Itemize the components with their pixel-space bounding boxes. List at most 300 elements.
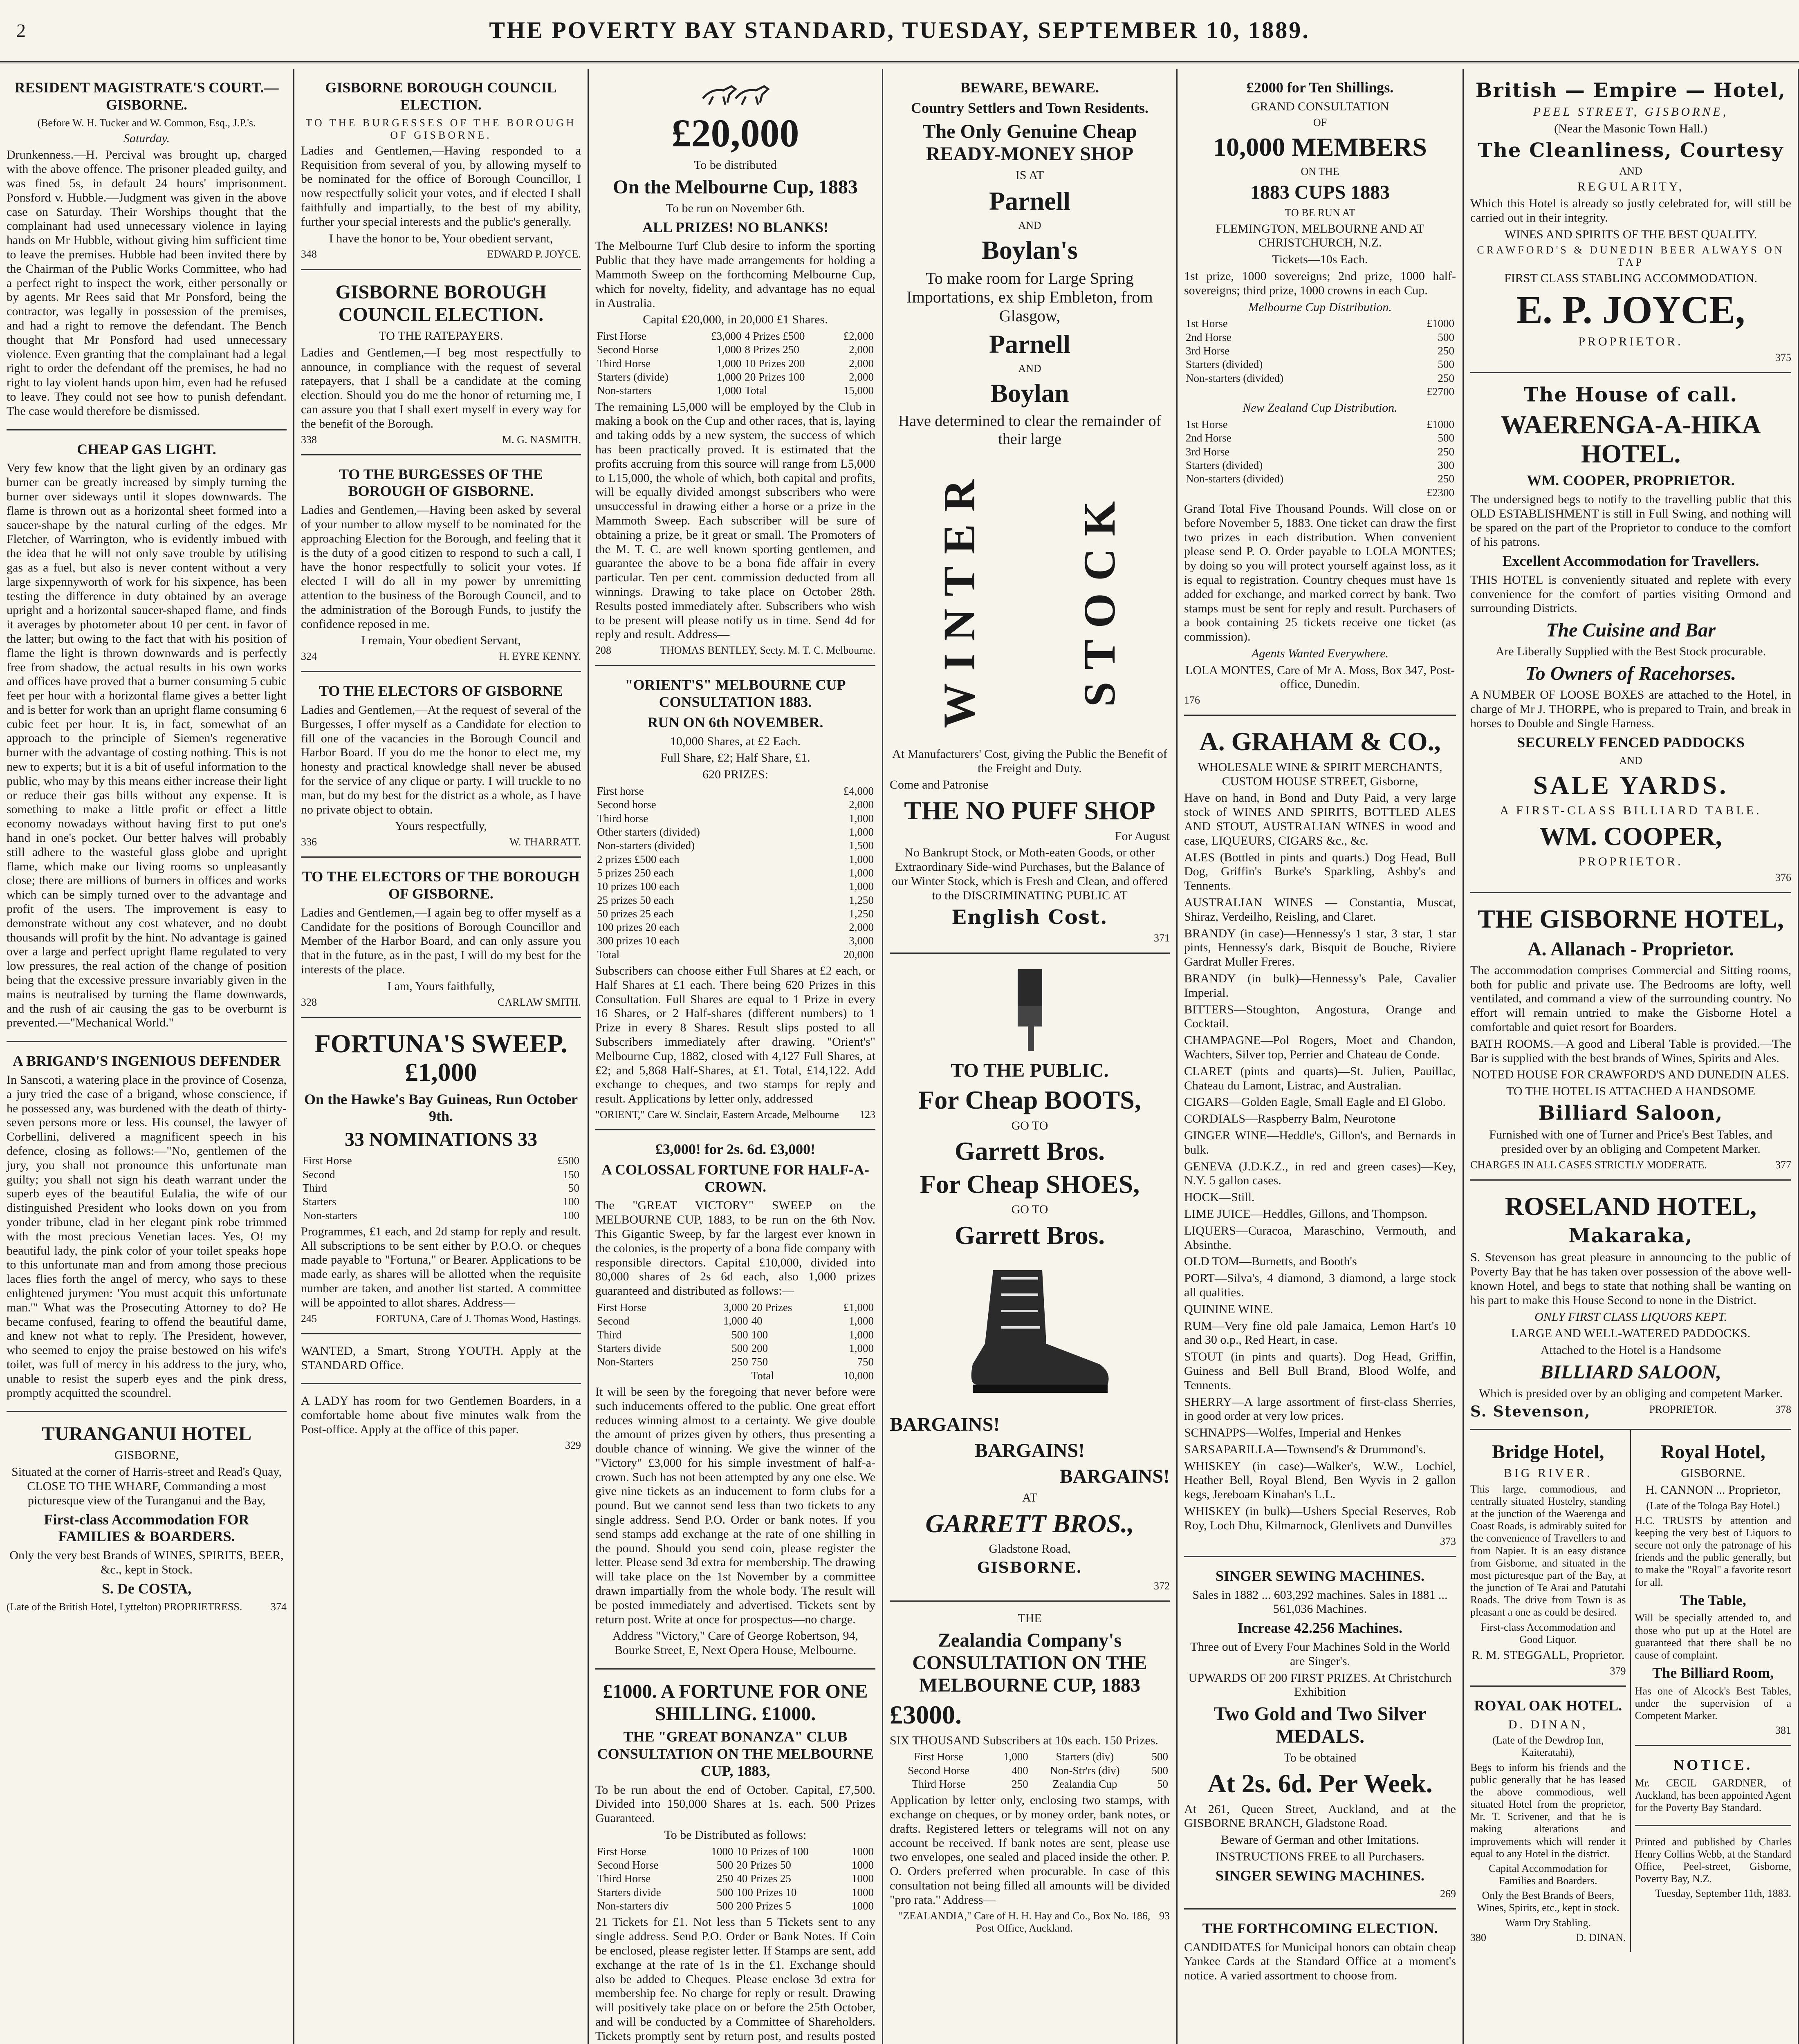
bottom-right [1631, 1430, 1792, 1952]
orient-body: Subscribers can choose either Full Shares at £2 each, or Half Shares at £1 each. There being 620 Prizes in this Consultation. Full Shares are equal to 1 Prize in every 16 Shares, or 2 Half-shares (different numbers) to 1 Prize in every 8 Shares. Result slips posted to all Subscribers immediately after drawing. "Orient's" Melbourne Cup, 1882, closed with 4,127 Full Shares, at £2; and 5,868 Half-Shares, at £1. Total, £14,122. Add exchange to cheques, and two stamps for reply and result. Applications by letter only, addressed [595, 964, 875, 1106]
list-item: CORDIALS—Raspberry Balm, Neurotone [1184, 1112, 1396, 1126]
table-row: 3rd Horse 250 [1186, 445, 1454, 458]
british-and: AND [1619, 165, 1642, 177]
ad-number: 371 [1154, 932, 1170, 944]
victory-prize-table [595, 1301, 875, 1383]
gas-body: Very few know that the light given by an ordinary gas burner can be greatly increased by simply turning the burner over sideways until it slopes downwards. The flame is thrown out as a horizontal sheet formed into a saucer-shape by the natural curling of the edges. Mr Fletcher, of Warrington, who is evidently imbued with the idea that he will not only save trouble by utilising gas as a fuel, but also is never content without a very large sixpennyworth of work for his sixpence, has been testing the difference in duty obtained by an average upright and a horizontal saucer-shaped flame, and finds it averages by photometer about 10 per cent. in favor of the latter; but owing to the fact that with his position of flame the light is thrown downwards and is perfectly free from shadow, the actual results in his own works and offices have proved that a burner consuming 5 cubic feet per hour with a horizontal flame gives a better light and is better for work than an upright flame consuming 6 cubic feet per hour. It is, in fact, somewhat of an approach to the principle of Siemen's regenerative burner with the advantage of costing nothing. This is not new to experts; but it is a bit of useful information to the public, who may by this means either increase their light or reduce their gas bills without any expense. It is something to make a little profit or effect a little economy nowadays without having first to put one's hand in one's pocket. Our better halves will probably still adhere to the wasteful glass globe and upright flame, which make our living rooms so unpleasantly close; there are millions of burners in offices and works which can be simply turned over to the advantage and profit of the users. The improvement is easy to demonstrate without any cost whatever, and no doubt thousands will profit by the hint. No advantage is gained over a large and perfect upright flame regulated to very low pressures, the real action of the change of position being that the excessive pressure invariably given in the mains is neutralised by turning the flame downwards, and the rush of air causing the gas to be overburnt is prevented.—"Mechanical World." [7, 461, 287, 1030]
boylans-1: Boylan's [982, 235, 1078, 265]
notice-ad [1635, 1746, 1792, 1826]
garrett-bros-2: Garrett Bros. [954, 1220, 1105, 1250]
table-row: Second horse 2,000 [597, 798, 874, 811]
bonanza-prize-table [595, 1845, 875, 1913]
singer-obtained: To be obtained [1283, 1751, 1357, 1765]
imprint-text: Printed and published by Charles Henry Collins Webb, at the Standard Office, Peel-street, Gisborne, Poverty Bay, N.Z. [1635, 1836, 1791, 1885]
table-row: 100 prizes 20 each 2,000 [597, 921, 874, 934]
waerenga-sale: SALE YARDS. [1533, 770, 1729, 800]
singer-medals: Two Gold and Two Silver MEDALS. [1214, 1703, 1427, 1748]
parnell-1: Parnell [989, 186, 1071, 215]
royal-oak-prop: D. DINAN, [1508, 1717, 1588, 1731]
victory-body-2: It will be seen by the foregoing that never before were such inducements offered to the public. One great effort reduces winning almost to a certainty. We give double the amount of prizes given by others, thus presenting a double chance of winning. We give the winner of the "Victory" £3,000 for his simple investment of half-a-crown. Such has not been attempted by any one else. We give nine tickets as an inducement to form clubs for a pound. But we cannot send less than two tickets to any single address. Send P.O. Order or bank notes. If you send stamps add exchange at the rate of one shilling in the pound. Should you send coin, please register the letter. Please send 3d extra for membership. The drawing will take place on the 1st November by a committee drawn impartially from the whole body. The result will be posted immediately and advertised. Tickets sent by return post. Write at once for prospectus—no charge. [595, 1385, 875, 1626]
zealandia-heading: Zealandia Company's CONSULTATION ON THE MELBOURNE CUP, 1883 [912, 1629, 1147, 1696]
list-item: CIGARS—Golden Eagle, Small Eagle and El Globo. [1184, 1095, 1446, 1109]
victory-address: Address "Victory," Care of George Robertson, 94, Bourke Street, E, Next Opera House, Melbourne. [612, 1629, 858, 1657]
roseland-prop: S. Stevenson, [1470, 1403, 1591, 1421]
lady-boarders-ad [301, 1384, 581, 1460]
waerenga-boxes: A NUMBER OF LOOSE BOXES are attached to the Hotel, in charge of Mr J. THORPE, who is prepared to Train, and break in horses to Double and Single Harness. [1470, 688, 1791, 730]
go-to-2: GO TO [1011, 1203, 1048, 1217]
winter-word: WINTER [934, 467, 985, 728]
consult-run: TO BE RUN AT [1285, 207, 1355, 219]
table-row: First Horse 1000 10 Prizes of 100 1000 [597, 1845, 874, 1858]
boot-icon [944, 1262, 1116, 1401]
list-item: LIQUERS—Curacoa, Maraschino, Vermouth, and Absinthe. [1184, 1224, 1456, 1252]
cup-address: THOMAS BENTLEY, Secty. M. T. C. Melbourne. [660, 644, 875, 657]
consult-cups: 1883 CUPS 1883 [1250, 182, 1390, 204]
tharratt-election-ad [301, 672, 581, 858]
zealandia-address: "ZEALANDIA," Care of H. H. Hay and Co., Box No. 186, Post Office, Auckland. [898, 1910, 1151, 1934]
tharratt-close: Yours respectfully, [395, 819, 487, 833]
column-5 [1178, 69, 1464, 2044]
ad-number: 374 [271, 1600, 287, 1613]
ad-number: 123 [859, 1109, 875, 1121]
joyce-to: TO THE BURGESSES OF THE BOROUGH OF GISBORNE. [305, 117, 576, 141]
table-row: Starters (divide) 1,000 20 Prizes 100 2,000 [597, 371, 874, 383]
notice-body: Mr. CECIL GARDNER, of Auckland, has been appointed Agent for the Poverty Bay Standard. [1635, 1777, 1791, 1814]
nasmith-to: TO THE RATEPAYERS. [379, 329, 503, 343]
ad-number: 376 [1775, 872, 1791, 884]
roseland-proprietor: PROPRIETOR. [1649, 1403, 1717, 1416]
kenny-body: Ladies and Gentlemen,—Having been asked by several of your number to allow myself to be nominated for the approaching Election for the Borough, and feeling that it is the duty of a good citizen to respond to such a call, I have the honor respectfully to solicit your votes. If elected I will do all in my power by unremitting attention to the business of the Borough Council, and to the administration of the Borough Funds, to justify the confidence reposed in me. [301, 503, 581, 631]
joyce-body: Ladies and Gentlemen,—Having responded to a Requisition from several of you, by allowing myself to be nominated for the office of Borough Councillor, I now respectfully solicit your votes, and if elected I shall faithfully and impartially, to the best of my ability, further your special interests and the public's generally. [301, 143, 581, 229]
bridge-heading: Bridge Hotel, [1492, 1441, 1604, 1463]
ad-number: 378 [1775, 1403, 1791, 1416]
roseland-paddocks: LARGE AND WELL-WATERED PADDOCKS. [1511, 1327, 1750, 1340]
imprint [1635, 1826, 1792, 1911]
column-6 [1464, 69, 1799, 2044]
royal-oak-ad [1470, 1687, 1626, 1952]
melbourne-dist-table [1184, 317, 1456, 399]
consult-on: ON THE [1301, 166, 1339, 178]
list-item: RUM—Very fine old pale Jamaica, Lemon Hart's 10 and 30 o.p., Red Heart, in case. [1184, 1319, 1456, 1347]
roseland-billiard: BILLIARD SALOON, [1540, 1361, 1721, 1383]
election-heading: THE FORTHCOMING ELECTION. [1202, 1920, 1438, 1936]
lola-montes-ad [1184, 69, 1456, 716]
zealandia-amount: £3000. [890, 1700, 962, 1730]
list-item: GINGER WINE—Heddle's, Gillon's, and Bernards in bulk. [1184, 1128, 1456, 1156]
column-2 [294, 69, 589, 2044]
zealandia-ad [890, 1602, 1170, 1943]
british-proprietor: PROPRIETOR. [1578, 335, 1683, 349]
only-genuine: The Only Genuine Cheap READY-MONEY SHOP [922, 120, 1137, 165]
great-victory-ad [595, 1130, 875, 1670]
gisborne-hotel-body: The accommodation comprises Commercial and Sitting rooms, both for public and private use. The Bedrooms are lofty, well ventilated, and command a view of the surrounding country. No effort will remain untried to make the Gisborne Hotel a comfortable and quiet resort for Boarders. [1470, 963, 1791, 1034]
cup-prize-table [595, 329, 875, 398]
table-row: Starters divide 500 100 Prizes 10 1000 [597, 1886, 874, 1898]
list-item: WHISKEY (in case)—Walker's, W.W., Lochiel, Heather Bell, Royal Blend, Ben Wyvis in 2 gallon kegs, Jereboam Kinahan's L.L. [1184, 1459, 1456, 1502]
winter-stock-banner [890, 450, 1170, 745]
court-body: Drunkenness.—H. Percival was brought up, charged with the above offence. The prisoner pleaded guilty, and was fined 5s, in default 24 hours' imprisonment. Ponsford v. Hubble.—Judgment was given in the above case on Saturday. Their Worships thought that the complainant had used unnecessary violence in laying hands on Mr Hubble, without giving him sufficient time to leave the premises. Hubble had been invited there by the Chairman of the Public Works Committee, who had a perfect right to inspect the work, either personally or by agents. Mr Rees said that Mr Ponsford, being the contractor, was legally in possession of the premises, and had a right to remove the defendant. The Bench thought that Mr Ponsford had used unnecessary violence. Even granting that the complainant had a legal right to order the defendant off the premises, he had no right to lay violent hands upon him, even had he refused to leave. They could not see how to punish defendant. The case would therefore be dismissed. [7, 148, 287, 418]
singer-heading-2: SINGER SEWING MACHINES. [1215, 1867, 1425, 1884]
pointing-hand-icon [1005, 965, 1054, 1055]
roseland-body: S. Stevenson has great pleasure in announcing to the public of Poverty Bay that he has taken over possession of the above well-known Hotel, and begs to state that nothing shall be wanting on his part to make this House Second to none in the District. [1470, 1251, 1791, 1307]
lola-address: LOLA MONTES, Care of Mr A. Moss, Box 347, Post-office, Dunedin. [1185, 663, 1455, 691]
british-which: Which this Hotel is already so justly celebrated for, will still be carried out in their integrity. [1470, 196, 1791, 224]
royal-late: (Late of the Tologa Bay Hotel.) [1646, 1499, 1780, 1512]
gas-article [7, 430, 287, 1042]
turanganui-late: (Late of the British Hotel, Lyttelton) PROPRIETRESS. [7, 1600, 242, 1613]
singer-sales: Sales in 1882 ... 603,292 machines. Sales in 1881 ... 561,036 Machines. [1192, 1588, 1448, 1616]
list-item: ALES (Bottled in pints and quarts.) Dog Head, Bull Dog, Griffin's Burke's Sparkling, Ashby's and Tennents. [1184, 850, 1456, 893]
tharratt-heading: TO THE ELECTORS OF GISBORNE [319, 683, 563, 699]
lady-body: A LADY has room for two Gentlemen Boarders, in a comfortable home about five minutes walk from the Post-office. Apply at the office of this paper. [301, 1394, 581, 1436]
table-row: Starters 100 [303, 1195, 579, 1208]
ad-number: 328 [301, 996, 317, 1008]
waerenga-excellent: Excellent Accommodation for Travellers. [1502, 553, 1759, 569]
smith-heading: TO THE ELECTORS OF THE BOROUGH OF GISBORNE. [302, 868, 580, 902]
pb-body: To make room for Large Spring Importations, ex ship Embleton, from Glasgow, [906, 269, 1153, 325]
table-row: 2nd Horse 500 [1186, 331, 1454, 343]
to-the-public: TO THE PUBLIC. [951, 1059, 1109, 1081]
forthcoming-election-ad [1184, 1910, 1456, 1994]
table-row: 10 prizes 100 each 1,000 [597, 880, 874, 893]
ad-number: 372 [1154, 1580, 1170, 1592]
royal-oak-cap: Capital Accommodation for Families and Boarders. [1489, 1862, 1608, 1887]
bargains-3: BARGAINS! [1059, 1465, 1170, 1487]
nasmith-signature: M. G. NASMITH. [502, 433, 581, 446]
list-item: STOUT (in pints and quarts). Dog Head, Griffin, Guiness and Bell Bull Brand, Blood Wolfe, and Tennents. [1184, 1350, 1456, 1392]
singer-prizes: UPWARDS OF 200 FIRST PRIZES. At Christchurch Exhibition [1188, 1671, 1452, 1699]
zealandia-prize-table [890, 1750, 1170, 1791]
turanganui-wines: Only the very best Brands of WINES, SPIRITS, BEER, &c., kept in Stock. [9, 1549, 284, 1576]
royal-heading: Royal Hotel, [1660, 1441, 1765, 1463]
singer-instructions: INSTRUCTIONS FREE to all Purchasers. [1216, 1850, 1424, 1864]
ad-number: 379 [1610, 1665, 1626, 1677]
table-row: First Horse £500 [303, 1154, 579, 1167]
british-stable: FIRST CLASS STABLING ACCOMMODATION. [1504, 271, 1757, 285]
gisborne-hotel-noted: NOTED HOUSE FOR CRAWFORD'S AND DUNEDIN ALES. [1472, 1068, 1790, 1082]
waerenga-cuisine: The Cuisine and Bar [1546, 619, 1716, 641]
consult-top: £2000 for Ten Shillings. [1246, 79, 1394, 96]
graham-sub: WHOLESALE WINE & SPIRIT MERCHANTS, CUSTOM HOUSE STREET, Gisborne, [1198, 760, 1442, 788]
list-item: QUININE WINE. [1184, 1302, 1273, 1316]
british-wines: WINES AND SPIRITS OF THE BEST QUALITY. [1504, 227, 1757, 241]
page-number: 2 [16, 20, 26, 41]
gas-heading: CHEAP GAS LIGHT. [77, 441, 216, 457]
victory-body: The "GREAT VICTORY" SWEEP on the MELBOURNE CUP, 1883, to be run on the 6th Nov. This Gigantic Sweep, by far the largest ever known in the colonies, is the property of a bona fide company with responsible directors. Capital £10,000, divided into 80,000 shares of 2s 6d each, also 1,000 prizes guaranteed and distributed as follows:— [595, 1199, 875, 1298]
stock-word: STOCK [1074, 489, 1124, 707]
royal-body: H.C. TRUSTS by attention and keeping the very best of Liquors to secure not only the patronage of his friends and the public generally, but to make the "Royal" a favorite resort for all. [1635, 1514, 1791, 1588]
column-3 [589, 69, 883, 2044]
list-item: OLD TOM—Burnetts, and Booth's [1184, 1255, 1357, 1269]
racing-horses-icon [695, 76, 776, 109]
fortuna-address: FORTUNA, Care of J. Thomas Wood, Hastings. [375, 1312, 581, 1325]
turanganui-hotel-ad [7, 1412, 287, 1621]
bonanza-body: To be run about the end of October. Capital, £7,500. Divided into 150,000 Shares at 1s. each. 500 Prizes Guaranteed. [595, 1783, 875, 1825]
nasmith-heading: GISBORNE BOROUGH COUNCIL ELECTION. [335, 281, 547, 325]
table-row: Non-Starters 250 750 750 [597, 1356, 874, 1368]
ad-number: 380 [1470, 1931, 1486, 1943]
zealandia-body: Application by letter only, enclosing two stamps, with exchange on cheques, or by money order, bank notes, or drafts. Registered letters or telegrams will not on any account be received. If bank notes are sent, please use two envelopes, one sealed and placed inside the other. P. O. Orders preferred when procurable. In case of this consultation not being filled all amounts will be divided "pro rata." Address— [890, 1793, 1170, 1907]
victory-heading: A COLOSSAL FORTUNE FOR HALF-A-CROWN. [601, 1161, 869, 1195]
table-row: Non-starters (divided) 1,500 [597, 839, 874, 852]
court-day: Saturday. [123, 131, 170, 145]
table-row: 1st Horse £1000 [1186, 418, 1454, 431]
roseland-place: Makaraka, [1568, 1224, 1693, 1248]
bridge-body: This large, commodious, and centrally situated Hostelry, standing at the junction of the Waerenga and Coast Roads, is admirably suited for the convenience of Travellers to and from Napier. It is an easy distance from Gisborne, and situated in the most picturesque part of the Bay, at the junction of Te Arai and Patutahi Roads. The drive from Town is as pleasant a one as could be desired. [1470, 1483, 1626, 1618]
nz-dist-heading: New Zealand Cup Distribution. [1243, 401, 1397, 415]
gisborne-hotel-bath: BATH ROOMS.—A good and Liberal Table is provided.—The Bar is supplied with the best brands of Wines, Spirits and Ales. [1470, 1037, 1791, 1065]
cheap-boots: For Cheap BOOTS, [918, 1085, 1141, 1115]
table-row: Non-starters div 500 200 Prizes 5 1000 [597, 1900, 874, 1912]
column-4 [883, 69, 1178, 2044]
turanganui-body: Situated at the corner of Harris-street and Read's Quay, CLOSE TO THE WHARF, Commanding a most picturesque view of the Turanganui and the Bay, [11, 1465, 282, 1507]
british-empire-hotel-ad [1470, 69, 1791, 373]
smith-signature: CARLAW SMITH. [497, 996, 581, 1008]
court-before: (Before W. H. Tucker and W. Common, Esq., J.P.'s. [37, 117, 256, 129]
waerenga-prop: WM. COOPER, PROPRIETOR. [1527, 472, 1735, 489]
royal-table-body: Will be specially attended to, and those who put up at the Hotel are guaranteed that there shall be no cause of complaint. [1635, 1612, 1791, 1661]
british-street: PEEL STREET, GISBORNE, [1533, 105, 1729, 119]
royal-table: The Table, [1680, 1591, 1746, 1608]
bonanza-heading: £1000. A FORTUNE FOR ONE SHILLING. £1000. [603, 1681, 868, 1725]
table-row: Other starters (divided) 1,000 [597, 825, 874, 838]
orient-prize-table [595, 784, 875, 961]
orient-address: "ORIENT," Care W. Sinclair, Eastern Arcade, Melbourne [595, 1109, 839, 1121]
british-reg: REGULARITY, [1577, 180, 1685, 194]
british-clean: The Cleanliness, Courtesy [1478, 139, 1784, 162]
table-row: Third 50 [303, 1181, 579, 1194]
tharratt-body: Ladies and Gentlemen,—At the request of several of the Burgesses, I offer myself as a Candidate for election to fill one of the vacancies in the Borough Council and Harbor Board. If you do me the honor to elect me, my honesty and practical knowledge shall never be abused for the service of any clique or party. I will truckle to no man, but do my best for the district as a whole, as I have no private object to obtain. [301, 703, 581, 816]
turanganui-accom: First-class Accommodation FOR FAMILIES & BOARDERS. [44, 1511, 249, 1545]
bargains-1: BARGAINS! [890, 1414, 1000, 1436]
smith-close: I am, Yours faithfully, [387, 979, 495, 993]
gisborne-hotel-charges: CHARGES IN ALL CASES STRICTLY MODERATE. [1470, 1159, 1707, 1171]
royal-billiard-body: Has one of Alcock's Best Tables, under the supervision of a Competent Marker. [1635, 1685, 1791, 1722]
bridge-prop: R. M. STEGGALL, Proprietor. [1472, 1648, 1625, 1662]
joyce-signature: EDWARD P. JOYCE. [487, 248, 581, 260]
graham-co-ad [1184, 716, 1456, 1557]
list-item: SHERRY—A large assortment of first-class Sherries, in good order at very low prices. [1184, 1395, 1456, 1423]
waerenga-hotel-ad [1470, 373, 1791, 893]
royal-oak-heading: ROYAL OAK HOTEL. [1474, 1697, 1622, 1714]
come-patronise: Come and Patronise [890, 778, 989, 792]
garrett-bros-3: GARRETT BROS., [925, 1508, 1134, 1538]
ad-number: 93 [1159, 1910, 1170, 1922]
singer-address: At 261, Queen Street, Auckland, and at the GISBORNE BRANCH, Gladstone Road. [1184, 1802, 1456, 1830]
waerenga-body: The undersigned begs to notify to the travelling public that this OLD ESTABLISHMENT is still in Full Swing, and nothing will be spared on the part of the Proprietor to conduce to the comfort of his patrons. [1470, 492, 1791, 549]
bottom-split [1470, 1430, 1791, 1952]
cheap-shoes: For Cheap SHOES, [920, 1169, 1140, 1199]
great-bonanza-ad [595, 1670, 875, 2044]
ad-number: 176 [1184, 694, 1200, 706]
singer-ad [1184, 1557, 1456, 1910]
graham-heading: A. GRAHAM & CO., [1199, 727, 1441, 756]
table-row: Third horse 1,000 [597, 812, 874, 825]
melbourne-turf-club-ad [595, 69, 875, 666]
list-item: BITTERS—Stoughton, Angostura, Orange and Cocktail. [1184, 1002, 1456, 1031]
table-row: £2300 [1427, 486, 1454, 499]
waerenga-owners: To Owners of Racehorses. [1525, 663, 1736, 685]
cup-body-2: The remaining L5,000 will be employed by the Club in making a book on the Cup and other races, that is, laying and taking odds by a new system, the success of which has been practically proved. It is estimated that the profits accruing from this source will range from L5,000 to L15,000, the whole of which, both capital and profits, will be equally divided amongst subscribers who were unsuccessful in drawing either a horse or a prize in the Mammoth Sweep. Each subscriber will be sure of obtaining a prize, be it great or small. The Promoters of the M. T. C. are well known sporting gentlemen, and guarantee the above to be a bona fide affair in every particular. Ten per cent. commission deducted from all winnings. Drawing to take place on October 28th. Results posted immediately after. Subscribers who wish to be present will please notify us in time. Send 4d for reply and result. Address— [595, 400, 875, 641]
bonanza-body-2: 21 Tickets for £1. Not less than 5 Tickets sent to any single address. Send P.O. Order or Bank Notes. If Coin be enclosed, please register letter. If Stamps are sent, add exchange at the rate of 1s in the £1. Exchange should also be added to Cheques. Please enclose 3d extra for membership fee. No charge for reply or result. Drawing will positively take place on or before the 25th October, and will be conducted by a Committee of Shareholders. Tickets promptly sent by return post, and results posted [595, 1915, 875, 2043]
list-item: GENEVA (J.D.K.Z., in red and green cases)—Key, N.Y. 5 gallon cases. [1184, 1159, 1456, 1188]
consult-total: Grand Total Five Thousand Pounds. Will close on or before November 5, 1883. One ticket can draw the first two prizes in each distribution. When convenient please send P. O. Order payable to LOLA MONTES; by doing so you will protect yourself against loss, as it is equal to registration. Country cheques must have 1s added for exchange, and marked correct by bank. Two stamps must be sent for reply and result. Purchasers of a book containing 25 tickets receive one ticket (as commission). [1184, 502, 1456, 644]
singer-beware: Beware of German and other Imitations. [1221, 1833, 1419, 1847]
election-body: CANDIDATES for Municipal honors can obtain cheap Yankee Cards at the Standard Office at a moment's notice. A varied assortment to choose from. [1184, 1940, 1456, 1983]
garrett-bros-1: Garrett Bros. [954, 1136, 1105, 1166]
nz-dist-table [1184, 418, 1456, 500]
royal-oak-signature: D. DINAN. [1576, 1931, 1626, 1943]
waerenga-billiard: A FIRST-CLASS BILLIARD TABLE. [1500, 804, 1762, 818]
waerenga-proprietor: PROPRIETOR. [1578, 855, 1683, 869]
ad-number: 336 [301, 836, 317, 848]
waerenga-heading: WAERENGA-A-HIKA HOTEL. [1501, 410, 1761, 468]
table-row: 300 prizes 10 each 3,000 [597, 935, 874, 947]
ad-number: 375 [1775, 352, 1791, 364]
english-cost: English Cost. [951, 905, 1108, 929]
fortuna-heading: FORTUNA'S SWEEP. £1,000 [314, 1029, 568, 1087]
table-row: 50 prizes 25 each 1,250 [597, 907, 874, 920]
ad-number: 208 [595, 644, 611, 657]
brigand-heading: A BRIGAND'S INGENIOUS DEFENDER [12, 1053, 281, 1069]
table-row: First horse £4,000 [597, 785, 874, 798]
list-item: CHAMPAGNE—Pol Rogers, Moet and Chandon, Wachters, Silver top, Perrier and Chateau de Conde. [1184, 1033, 1456, 1061]
list-item: WHISKEY (in bulk)—Ushers Special Reserves, Rob Roy, Loch Dhu, Kilmarnock, Glenlivets and Dunvilles [1184, 1504, 1456, 1532]
ad-number: 381 [1775, 1724, 1791, 1737]
table-row: Second Horse 400 Non-Str'rs (div) 500 [908, 1764, 1168, 1777]
table-row: Third Horse 250 40 Prizes 25 1000 [597, 1872, 874, 1885]
british-empire-heading: British — Empire — Hotel, [1475, 79, 1786, 102]
cup-capital: Capital £20,000, in 20,000 £1 Shares. [643, 313, 828, 327]
gisborne-hotel-saloon: Billiard Saloon, [1538, 1101, 1723, 1125]
go-to-1: GO TO [1011, 1118, 1048, 1132]
smith-election-ad [301, 858, 581, 1018]
at-label: AT [1022, 1490, 1037, 1504]
pb-cost: At Manufacturers' Cost, giving the Public the Benefit of the Freight and Duty. [892, 747, 1167, 775]
table-row: Third Horse 250 Zealandia Cup 50 [911, 1777, 1168, 1790]
waerenga-cooper: WM. COOPER, [1539, 821, 1722, 851]
and-1: AND [1018, 220, 1041, 232]
table-row: Non-starters (divided) 250 [1186, 473, 1454, 485]
table-row: First Horse £3,000 4 Prizes £500 £2,000 [597, 330, 874, 343]
wanted-body: WANTED, a Smart, Strong YOUTH. Apply at the STANDARD Office. [301, 1344, 581, 1372]
tharratt-signature: W. THARRATT. [509, 836, 581, 848]
table-row: Total 10,000 [751, 1369, 874, 1382]
table-row: 2nd Horse 500 [1186, 432, 1454, 444]
table-row: 1st Horse £1000 [1186, 317, 1454, 330]
waerenga-call: The House of call. [1523, 383, 1738, 407]
no-puff-body: No Bankrupt Stock, or Moth-eaten Goods, or other Extraordinary Side-wind Purchases, but the Balance of our Winter Stock, which is Fresh and Clean, and offered to the DISCRIMINATING PUBLIC AT [891, 846, 1168, 902]
waerenga-fenced: SECURELY FENCED PADDOCKS [1517, 734, 1745, 751]
bridge-river: BIG RIVER. [1503, 1466, 1593, 1480]
table-row: 2 prizes £500 each 1,000 [597, 853, 874, 865]
table-row: 25 prizes 50 each 1,250 [597, 894, 874, 906]
fortuna-prize-table [301, 1154, 581, 1222]
roseland-hotel-ad [1470, 1181, 1791, 1430]
newspaper-title: THE POVERTY BAY STANDARD, TUESDAY, SEPTEMBER 10, 1889. [489, 17, 1310, 43]
table-row: Third Horse 1,000 10 Prizes 200 2,000 [597, 357, 874, 370]
joyce-close: I have the honor to be, Your obedient servant, [329, 231, 553, 245]
cup-heading: On the Melbourne Cup, 1883 [613, 176, 858, 198]
bridge-hotel-ad [1470, 1430, 1626, 1687]
turanganui-title: TURANGANUI HOTEL [41, 1423, 252, 1445]
gisborne-hotel-prop: A. Allanach - Proprietor. [1527, 938, 1734, 960]
ad-number: 373 [1440, 1535, 1456, 1547]
royal-prop: H. CANNON ... Proprietor, [1645, 1483, 1781, 1497]
nasmith-election-ad [301, 270, 581, 455]
consult-members: 10,000 MEMBERS [1213, 132, 1427, 161]
table-row: First Horse 3,000 20 Prizes £1,000 [597, 1301, 874, 1314]
turanganui-proprietor: S. De COSTA, [101, 1580, 192, 1597]
table-row: Second 150 [303, 1168, 579, 1181]
wanted-ad [301, 1334, 581, 1385]
masthead [0, 0, 1799, 63]
royal-oak-late: (Late of the Dewdrop Inn, Kaiteratahi), [1492, 1734, 1604, 1759]
royal-oak-warm: Warm Dry Stabling. [1505, 1916, 1591, 1929]
singer-heading: SINGER SEWING MACHINES. [1215, 1567, 1425, 1584]
roseland-attached: Attached to the Hotel is a Handsome [1540, 1343, 1721, 1357]
list-item: AUSTRALIAN WINES — Constantia, Muscat, Shiraz, Verdeilho, Reisling, and Claret. [1184, 896, 1456, 923]
table-row: Non-starters (divided) 250 [1186, 372, 1454, 384]
bonanza-dist: To be Distributed as follows: [664, 1828, 807, 1842]
imprint-date: Tuesday, September 11th, 1883. [1655, 1887, 1791, 1900]
bonanza-sub: THE "GREAT BONANZA" CLUB CONSULTATION ON THE MELBOURNE CUP, 1883, [597, 1728, 874, 1779]
singer-three: Three out of Every Four Machines Sold in the World are Singer's. [1190, 1640, 1450, 1668]
table-row: Non-starters 100 [303, 1209, 579, 1221]
fortuna-sub: On the Hawke's Bay Guineas, Run October 9th. [304, 1091, 578, 1125]
table-row: Second Horse 500 20 Prizes 50 1000 [597, 1859, 874, 1871]
nasmith-body: Ladies and Gentlemen,—I beg most respectfully to announce, in compliance with the request of several ratepayers, that I shall be a candidate at the coming election. Should you do me the honor of returning me, I can assure you that I shall exert myself in every way for the benefit of the Borough. [301, 345, 581, 430]
royal-place: GISBORNE. [1680, 1466, 1745, 1480]
victory-top: £3,000! for 2s. 6d. £3,000! [655, 1141, 816, 1158]
gisborne-hotel-ad [1470, 893, 1791, 1181]
table-row: Starters (divided) 300 [1186, 459, 1454, 471]
bottom-left [1470, 1430, 1631, 1952]
kenny-heading: TO THE BURGESSES OF THE BOROUGH OF GISBORNE. [339, 466, 543, 500]
is-at: IS AT [1015, 168, 1044, 182]
cup-body: The Melbourne Turf Club desire to inform the sporting Public that they have made arrangements for holding a Mammoth Sweep on the forthcoming Melbourne Cup, which for novelty, fidelity, and advantage has no equal in Australia. [595, 239, 875, 310]
fortuna-nominations: 33 NOMINATIONS 33 [344, 1129, 538, 1151]
waerenga-and: AND [1619, 754, 1642, 766]
table-row: First Horse 1,000 Starters (div) 500 [914, 1750, 1168, 1763]
gisborne-label: GISBORNE. [977, 1559, 1082, 1576]
orient-full: Full Share, £2; Half Share, £1. [660, 751, 810, 765]
zealandia-side: SIX THOUSAND Subscribers at 10s each. 150 Prizes. [890, 1733, 1158, 1747]
ad-number: 329 [565, 1439, 581, 1451]
orient-prizes-heading: 620 PRIZES: [702, 768, 768, 782]
kenny-signature: H. EYRE KENNY. [499, 650, 581, 663]
british-near: (Near the Masonic Town Hall.) [1554, 121, 1707, 135]
kenny-election-ad [301, 455, 581, 672]
parnell-boylan-ad [890, 69, 1170, 954]
no-puff-shop: THE NO PUFF SHOP [904, 796, 1155, 825]
cup-distributed: To be distributed [694, 158, 777, 172]
table-row: 3rd Horse 250 [1186, 345, 1454, 357]
court-article [7, 69, 287, 430]
roseland-heading: ROSELAND HOTEL, [1505, 1191, 1757, 1221]
singer-week: At 2s. 6d. Per Week. [1207, 1769, 1433, 1798]
gisborne-hotel-furn: Furnished with one of Turner and Price's Best Tables, and presided over by an obliging and Competent Marker. [1489, 1128, 1772, 1156]
list-item: BRANDY (in bulk)—Hennessy's Pale, Cavalier Imperial. [1184, 971, 1456, 1000]
list-item: PORT—Silva's, 4 diamond, 3 diamond, a large stock all qualities. [1184, 1271, 1456, 1299]
turanganui-place: GISBORNE, [114, 1448, 179, 1462]
fortuna-sweep-ad [301, 1018, 581, 1334]
melbourne-dist-heading: Melbourne Cup Distribution. [1248, 300, 1392, 314]
parnell-2: Parnell [989, 329, 1071, 359]
table-row: Second 1,000 40 1,000 [597, 1315, 874, 1327]
orient-consultation-ad [595, 666, 875, 1130]
brigand-body: In Sanscoti, a watering place in the province of Cosenza, a jury tried the case of a brigand, whose conscience, if he possessed any, was burdened with the death of thirty-seven persons more or less. His counsel, the lawyer of Corbellini, delivered a magnificent speech in his defence, closing as follows:—"No, gentlemen of the jury, you shall not pronounce this unfortunate man guilty; you shall not sign his death warrant under the superb eyes of the beautiful Eulalia, the wife of our distinguished President who looks down on you from yonder tribune, clad in her elegant pink robe trimmed with the most precious Venetian laces. Yes, O! my beautiful lady, the pink color of your toilet speaks hope to this unfortunate man and from among those precious laces flies forth the angel of mercy, who says to these enlightened jurymen: 'You must acquit this unfortunate man.'" What was the Prosecuting Attorney to do? He became confused, fearing to offend the beautiful dame, and knew not what to reply. The President, however, who seemed to enjoy the praise bestowed on his wife's toilet, was full of mercy in his address to the jury, who, unable to resist the superb eyes and the pink dress, promptly acquitted the scoundrel. [7, 1073, 287, 1400]
